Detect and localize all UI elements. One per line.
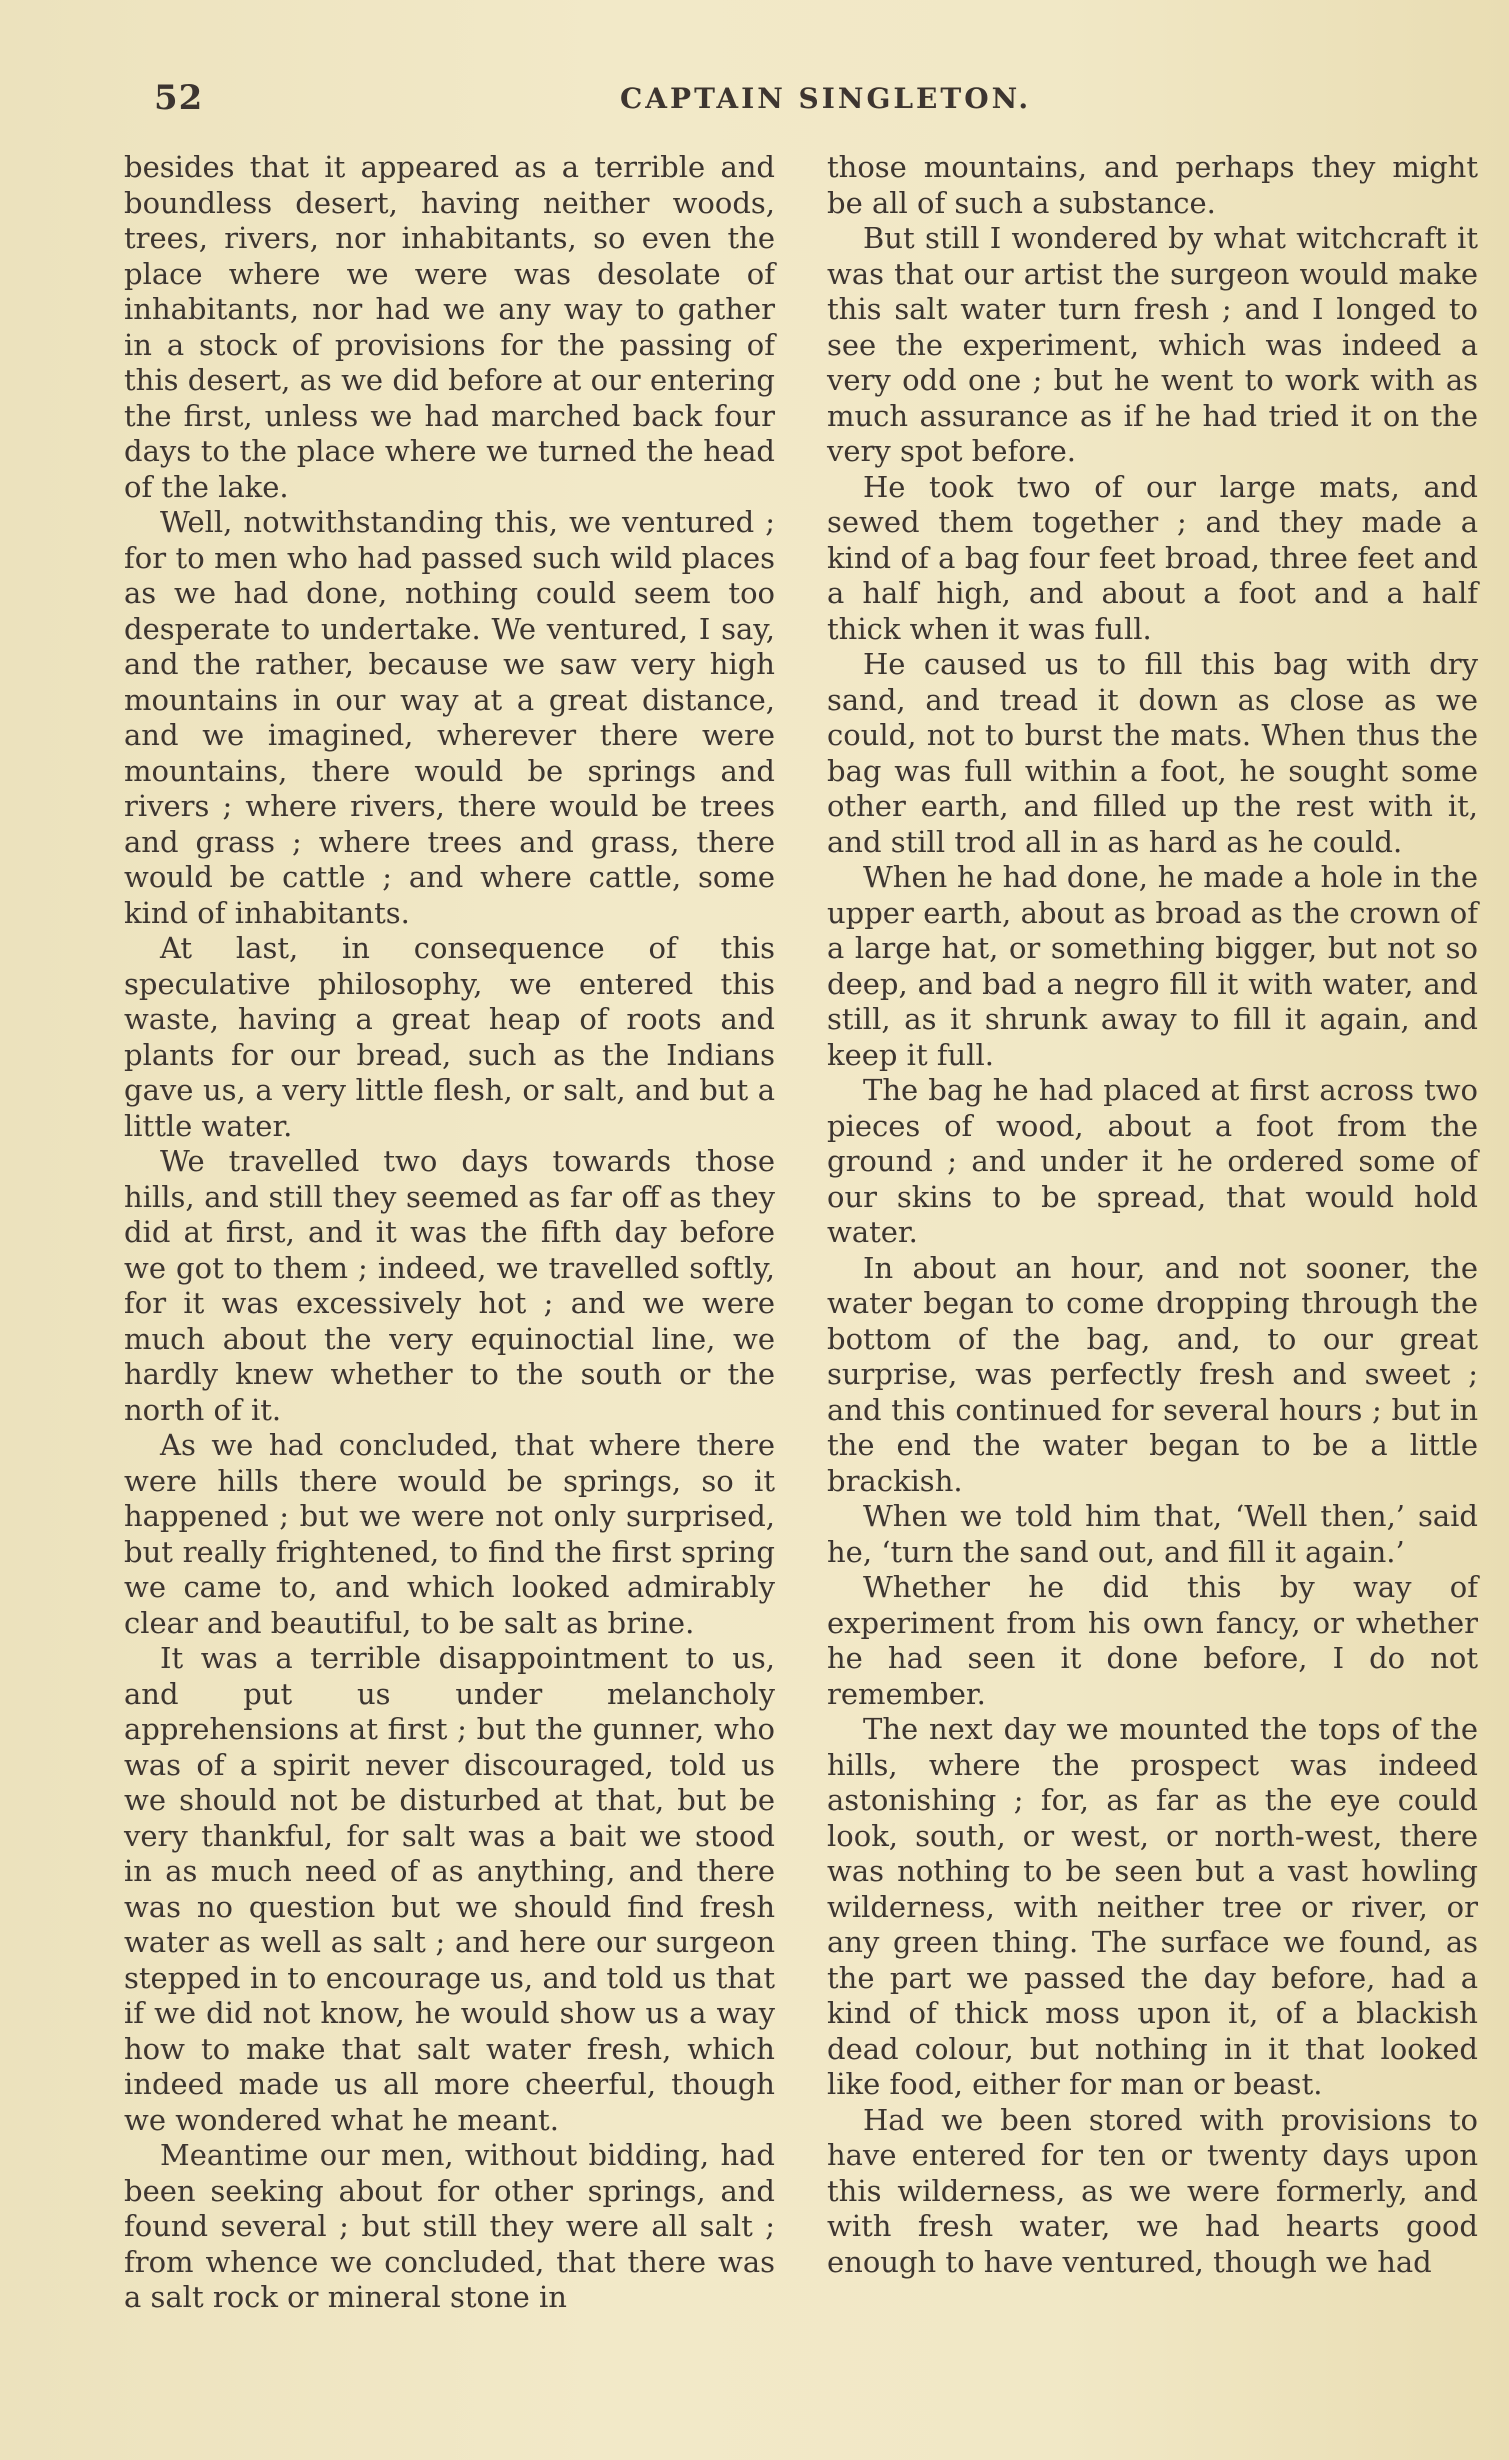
right-column — [827, 150, 1478, 2316]
text-columns — [124, 150, 1479, 2316]
paragraph: In about an hour, and not sooner, the water began to come dropping through the bottom of the bag, and, to our great surprise, was perfectly fresh and sweet ; and this continued for several hours ; but in the end the water began to be a little brackish. — [827, 1250, 1478, 1498]
page-number: 52 — [154, 78, 204, 118]
paragraph: When we told him that, ‘Well then,’ said he, ‘turn the sand out, and fill it again.’ — [827, 1499, 1478, 1569]
paragraph: He caused us to fill this bag with dry sand, and tread it down as close as we could, not to burst the mats. When thus the bag was full within a foot, he sought some other earth, and filled up the rest with it, and still trod all in as hard as he could. — [827, 647, 1478, 859]
paragraph: Meantime our men, without bidding, had been seeking about for other springs, and found several ; but still they were all salt ; from whence we concluded, that there was a salt rock or mineral stone in — [124, 2138, 775, 2314]
paragraph: those mountains, and perhaps they might be all of such a substance. — [827, 150, 1478, 220]
paragraph: It was a terrible disappointment to us, and put us under melancholy apprehensions at first ; but the gunner, who was of a spirit never discouraged, told us we should not be disturbed at that, but be very thankful, for salt was a bait we stood in as much need of as anything, and there was no question but we should find fresh water as well as salt ; and here our surgeon stepped in to encourage us, and told us that if we did not know, he would show us a way how to make that salt water fresh, which indeed made us all more cheerful, though we wondered what he meant. — [124, 1641, 775, 2137]
paragraph: Had we been stored with provisions to have entered for ten or twenty days upon this wilderness, as we were formerly, and with fresh water, we had hearts good enough to have ventured, though we had — [827, 2102, 1478, 2279]
paragraph: Whether he did this by way of experiment from his own fancy, or whether he had seen it done before, I do not remember. — [827, 1570, 1478, 1711]
paragraph: At last, in consequence of this speculative philosophy, we entered this waste, having a great heap of roots and plants for our bread, such as the Indians gave us, a very little flesh, or salt, and but a little water. — [124, 931, 775, 1143]
paragraph: The next day we mounted the tops of the hills, where the prospect was indeed astonishing ; for, as far as the eye could look, south, or west, or north-west, there was nothing to be seen but a vast howling wilderness, with neither tree or river, or any green thing. The surface we found, as the part we passed the day before, had a kind of thick moss upon it, of a blackish dead colour, but nothing in it that looked like food, either for man or beast. — [827, 1712, 1478, 2101]
paragraph: When he had done, he made a hole in the upper earth, about as broad as the crown of a large hat, or something bigger, but not so deep, and bad a negro fill it with water, and still, as it shrunk away to fill it again, and keep it full. — [827, 860, 1478, 1072]
paragraph: He took two of our large mats, and sewed them together ; and they made a kind of a bag four feet broad, three feet and a half high, and about a foot and a half thick when it was full. — [827, 469, 1478, 646]
page-header — [150, 78, 1429, 128]
paragraph: We travelled two days towards those hills, and still they seemed as far off as they did at first, and it was the fifth day before we got to them ; indeed, we travelled softly, for it was excessively hot ; and we were much about the very equinoctial line, we hardly knew whether to the south or the north of it. — [124, 1144, 775, 1427]
paragraph: As we had concluded, that where there were hills there would be springs, so it happened ; but we were not only surprised, but really frightened, to find the first spring we came to, and which looked admirably clear and beautiful, to be salt as brine. — [124, 1428, 775, 1640]
paragraph: The bag he had placed at first across two pieces of wood, about a foot from the ground ; and under it he ordered some of our skins to be spread, that would hold water. — [827, 1073, 1478, 1249]
paragraph: But still I wondered by what witchcraft it was that our artist the surgeon would make this salt water turn fresh ; and I longed to see the experiment, which was indeed a very odd one ; but he went to work with as much assurance as if he had tried it on the very spot before. — [827, 221, 1478, 468]
paragraph: Well, notwithstanding this, we ventured ; for to men who had passed such wild places as we had done, nothing could seem too desperate to undertake. We ventured, I say, and the rather, because we saw very high mountains in our way at a great distance, and we imagined, wherever there were mountains, there would be springs and rivers ; where rivers, there would be trees and grass ; where trees and grass, there would be cattle ; and where cattle, some kind of inhabitants. — [124, 505, 775, 930]
left-column — [124, 150, 775, 2316]
paragraph: besides that it appeared as a terrible and boundless desert, having neither woods, trees, rivers, nor inhabitants, so even the place where we were was desolate of inhabitants, nor had we any way to gather in a stock of provisions for the passing of this desert, as we did before at our entering the first, unless we had marched back four days to the place where we turned the head of the lake. — [124, 150, 775, 504]
running-head: CAPTAIN SINGLETON. — [620, 82, 1032, 115]
